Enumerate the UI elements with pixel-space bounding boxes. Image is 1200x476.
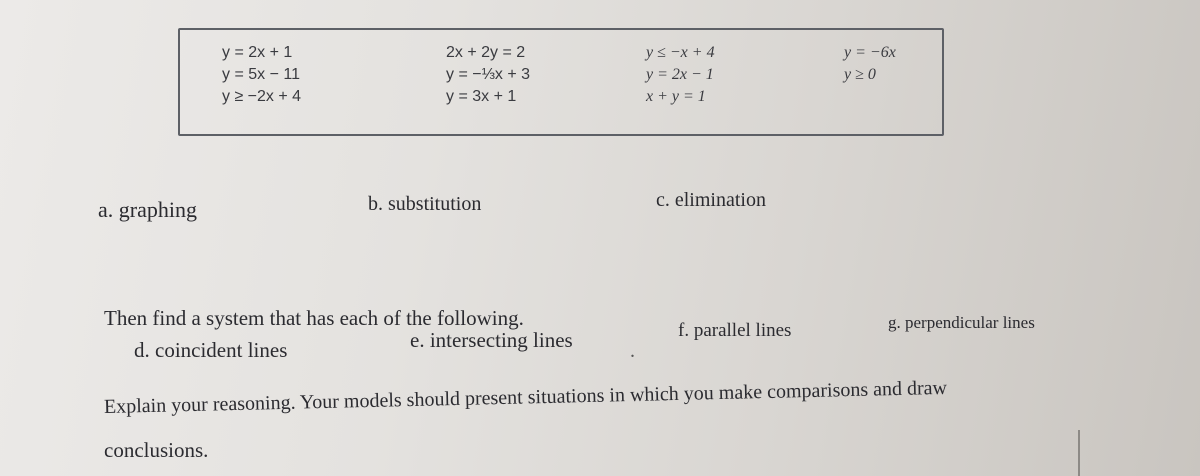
- equation: 2x + 2y = 2: [446, 44, 526, 61]
- instruction-text: Then find a system that has each of the following.: [104, 306, 524, 330]
- item-perpendicular-lines: g. perpendicular lines: [888, 313, 1035, 332]
- explain-text-line-2: conclusions.: [104, 438, 209, 462]
- page-edge-line: [1078, 430, 1080, 476]
- systems-column-1: [222, 42, 301, 108]
- item-coincident-lines: d. coincident lines: [134, 338, 288, 362]
- explain-text-line-1: Explain your reasoning. Your models should present situations in which you make comparisons and draw: [103, 376, 948, 418]
- equation: y ≤ −x + 4: [646, 44, 715, 61]
- equation: y = 2x + 1: [222, 44, 293, 61]
- equation: y = 2x − 1: [646, 66, 714, 83]
- systems-column-4: [844, 42, 896, 86]
- method-substitution: b. substitution: [368, 193, 482, 215]
- equation: x + y = 1: [646, 88, 706, 105]
- method-elimination: c. elimination: [656, 189, 766, 211]
- equation: y ≥ −2x + 4: [222, 88, 302, 105]
- item-intersecting-lines: e. intersecting lines: [410, 328, 573, 352]
- equation: y = 5x − 11: [222, 66, 300, 83]
- item-parallel-lines: f. parallel lines: [678, 320, 792, 341]
- separator-dot: .: [630, 340, 635, 362]
- equation: y = −⅓x + 3: [446, 66, 531, 83]
- method-graphing: a. graphing: [98, 197, 197, 222]
- systems-column-2: [446, 42, 530, 108]
- equation: y ≥ 0: [844, 66, 876, 83]
- systems-column-3: [646, 42, 715, 108]
- systems-box: [178, 28, 944, 136]
- equation: y = 3x + 1: [446, 88, 517, 105]
- equation: y = −6x: [844, 44, 896, 61]
